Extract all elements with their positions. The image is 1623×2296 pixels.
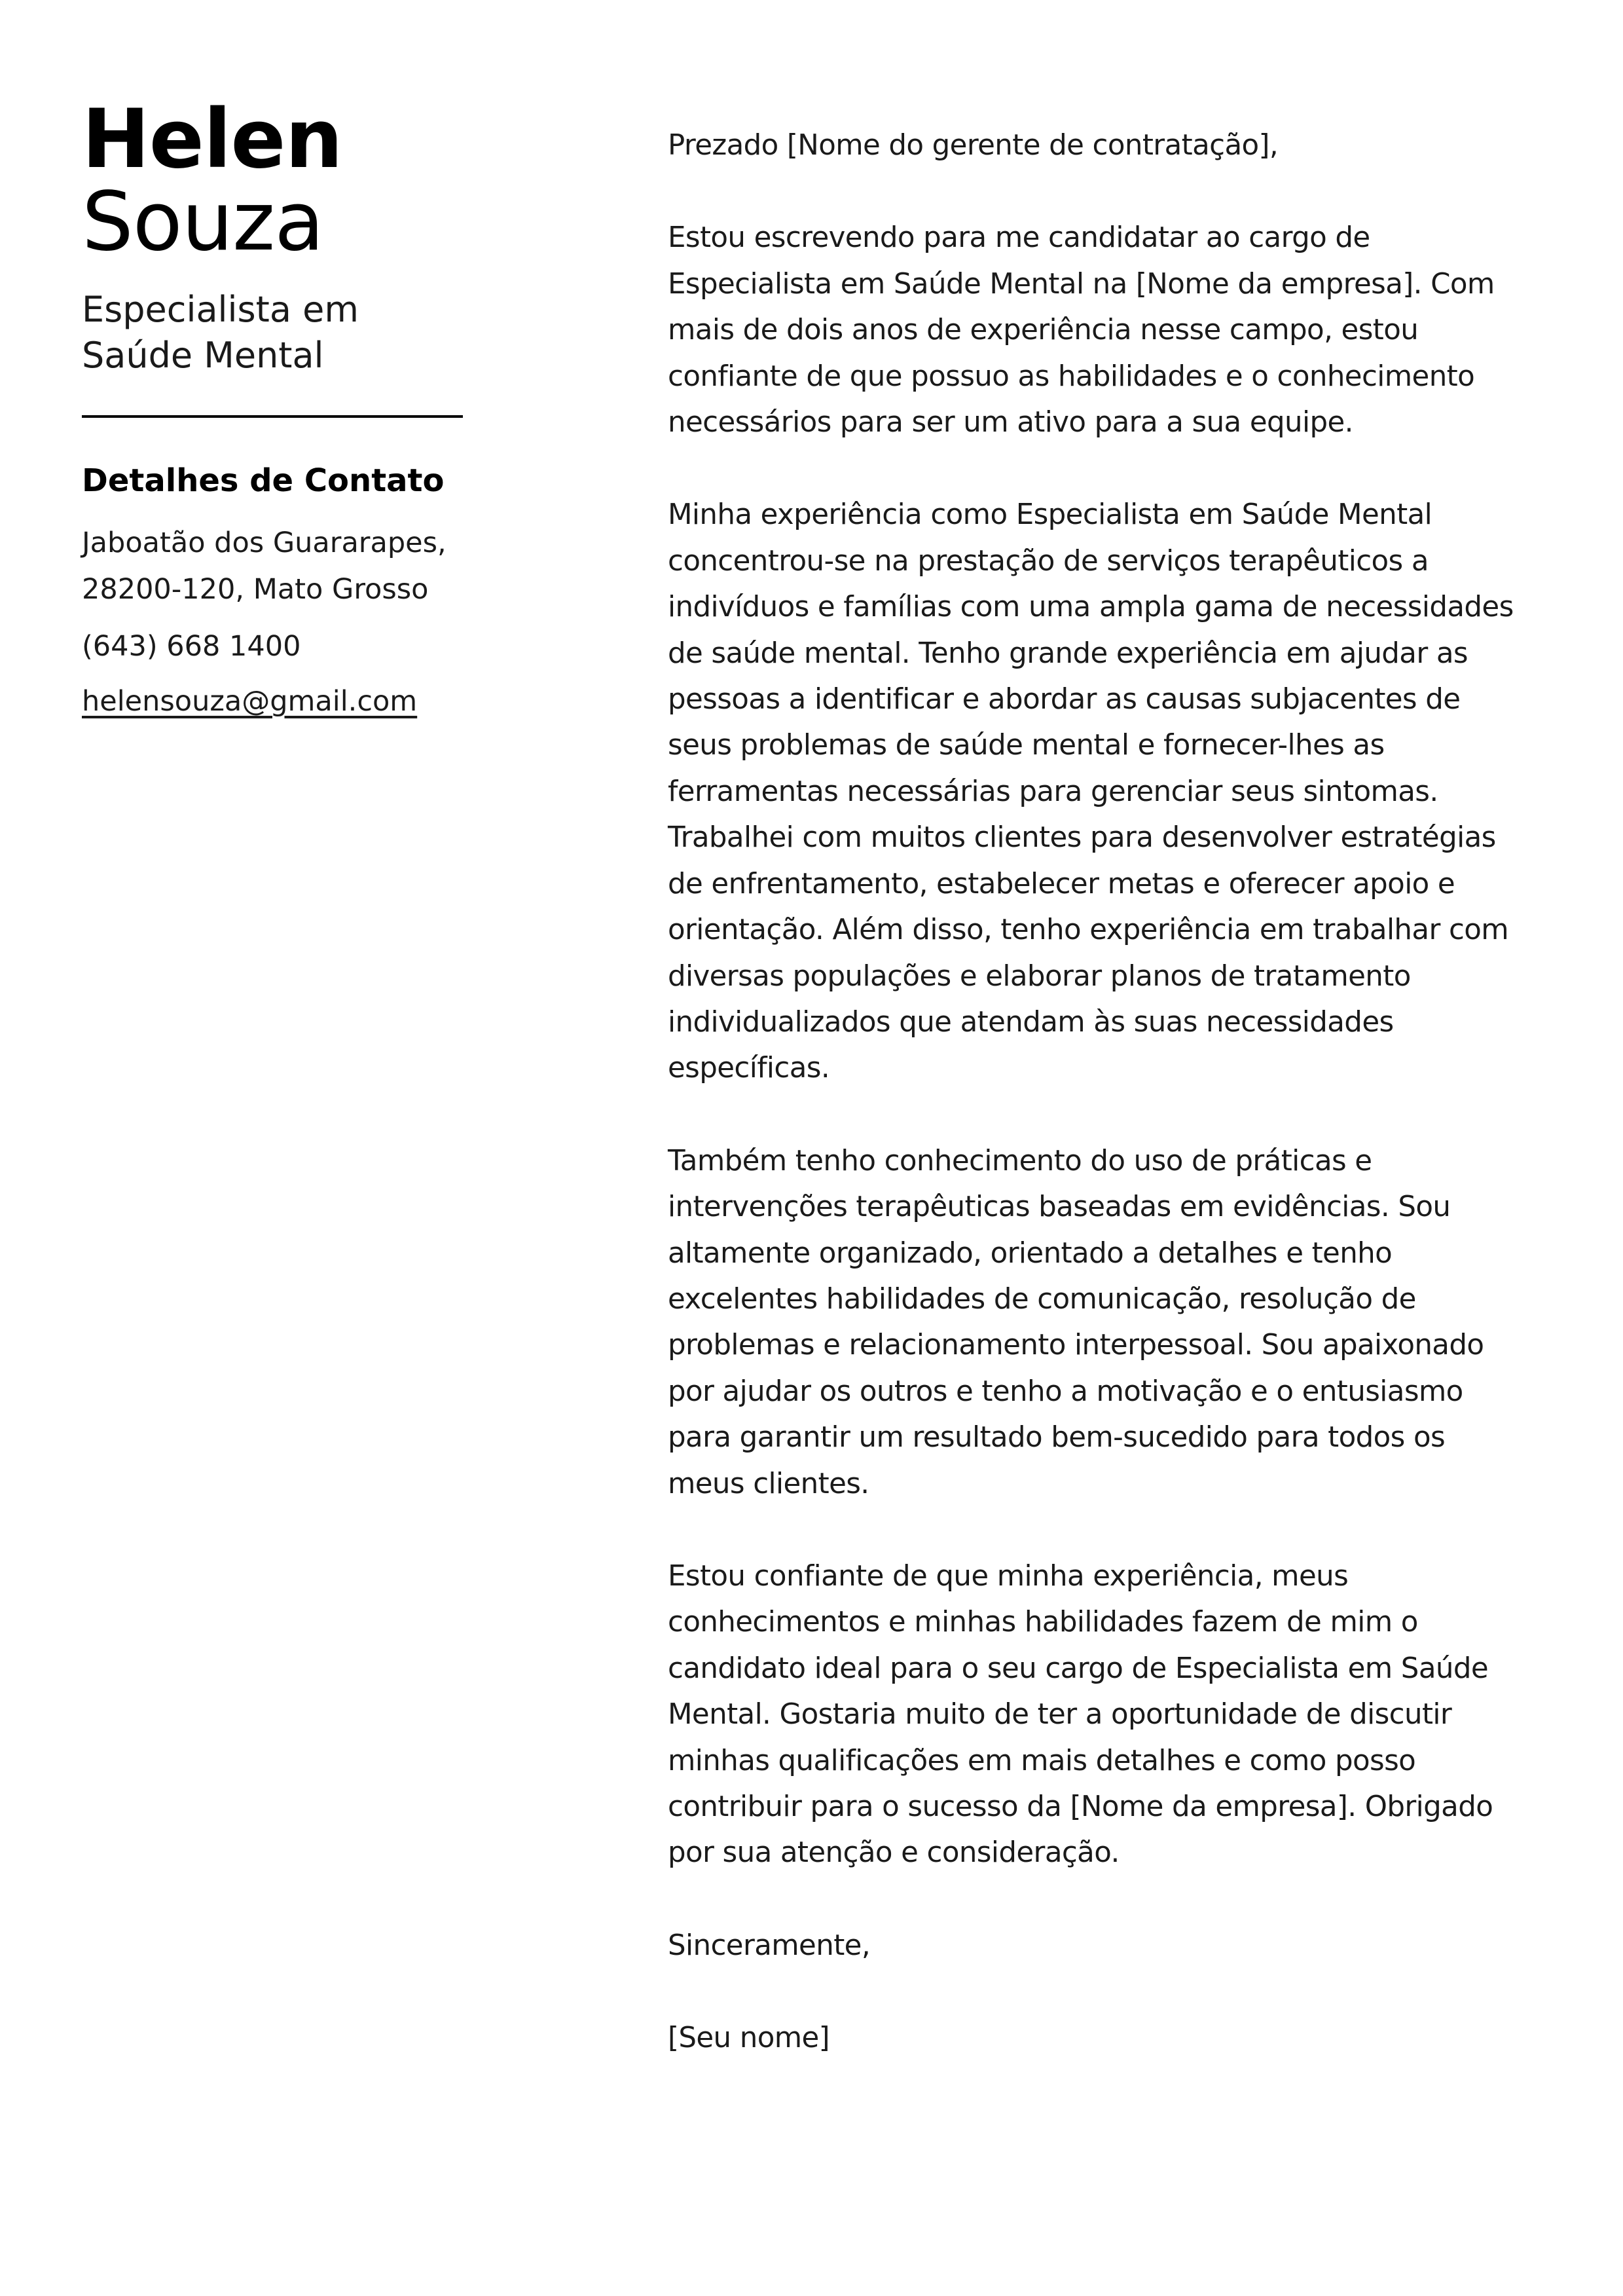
contact-email-link[interactable]: helensouza@gmail.com xyxy=(82,685,418,718)
letter-closing: Sinceramente, xyxy=(668,1929,871,1962)
last-name: Souza xyxy=(82,175,324,269)
job-title: Especialista em Saúde Mental xyxy=(82,289,359,376)
first-name: Helen xyxy=(82,92,342,187)
contact-heading: Detalhes de Contato xyxy=(82,462,445,499)
contact-phone: (643) 668 1400 xyxy=(82,630,301,663)
sidebar-divider xyxy=(82,415,463,418)
letter-paragraph: Também tenho conhecimento do uso de práticas e intervenções terapêuticas baseadas em evidências. Sou altamente organizado, orientado a detalhes e tenho excelentes habilidades de comunicação, resolução de problemas e relacionamento interpessoal. Sou apaixonado por ajudar os outros e tenho a motivação e o entusiasmo para garantir um resultado bem-sucedido para todos os meus clientes. xyxy=(668,1144,1484,1500)
applicant-name xyxy=(82,92,475,269)
contact-address: Jaboatão dos Guararapes, 28200-120, Mato Grosso xyxy=(82,527,447,606)
letter-salutation: Prezado [Nome do gerente de contratação], xyxy=(668,129,1279,162)
letter-paragraph: Minha experiência como Especialista em Saúde Mental concentrou-se na prestação de serviços terapêuticos a indivíduos e famílias com uma ampla gama de necessidades de saúde mental. Tenho grande experiência em ajudar as pessoas a identificar e abordar as causas subjacentes de seus problemas de saúde mental e fornecer-lhes as ferramentas necessárias para gerenciar seus sintomas. Trabalhei com muitos clientes para desenvolver estratégias de enfrentamento, estabelecer metas e oferecer apoio e orientação. Além disso, tenho experiência em trabalhar com diversas populações e elaborar planos de tratamento individualizados que atendam às suas necessidades específicas. xyxy=(668,498,1514,1085)
letter-paragraph: Estou escrevendo para me candidatar ao cargo de Especialista em Saúde Mental na [Nome da empresa]. Com mais de dois anos de experiência nesse campo, estou confiante de que possuo as habilidades e o conhecimento necessários para ser um ativo para a sua equipe. xyxy=(668,221,1495,439)
sidebar xyxy=(82,92,475,724)
letter-body xyxy=(668,122,1519,2108)
letter-paragraph: Estou confiante de que minha experiência, meus conhecimentos e minhas habilidades fazem de mim o candidato ideal para o seu cargo de Especialista em Saúde Mental. Gostaria muito de ter a oportunidade de discutir minhas qualificações em mais detalhes e como posso contribuir para o sucesso da [Nome da empresa]. Obrigado por sua atenção e consideração. xyxy=(668,1559,1493,1870)
letter-signature: [Seu nome] xyxy=(668,2022,830,2055)
